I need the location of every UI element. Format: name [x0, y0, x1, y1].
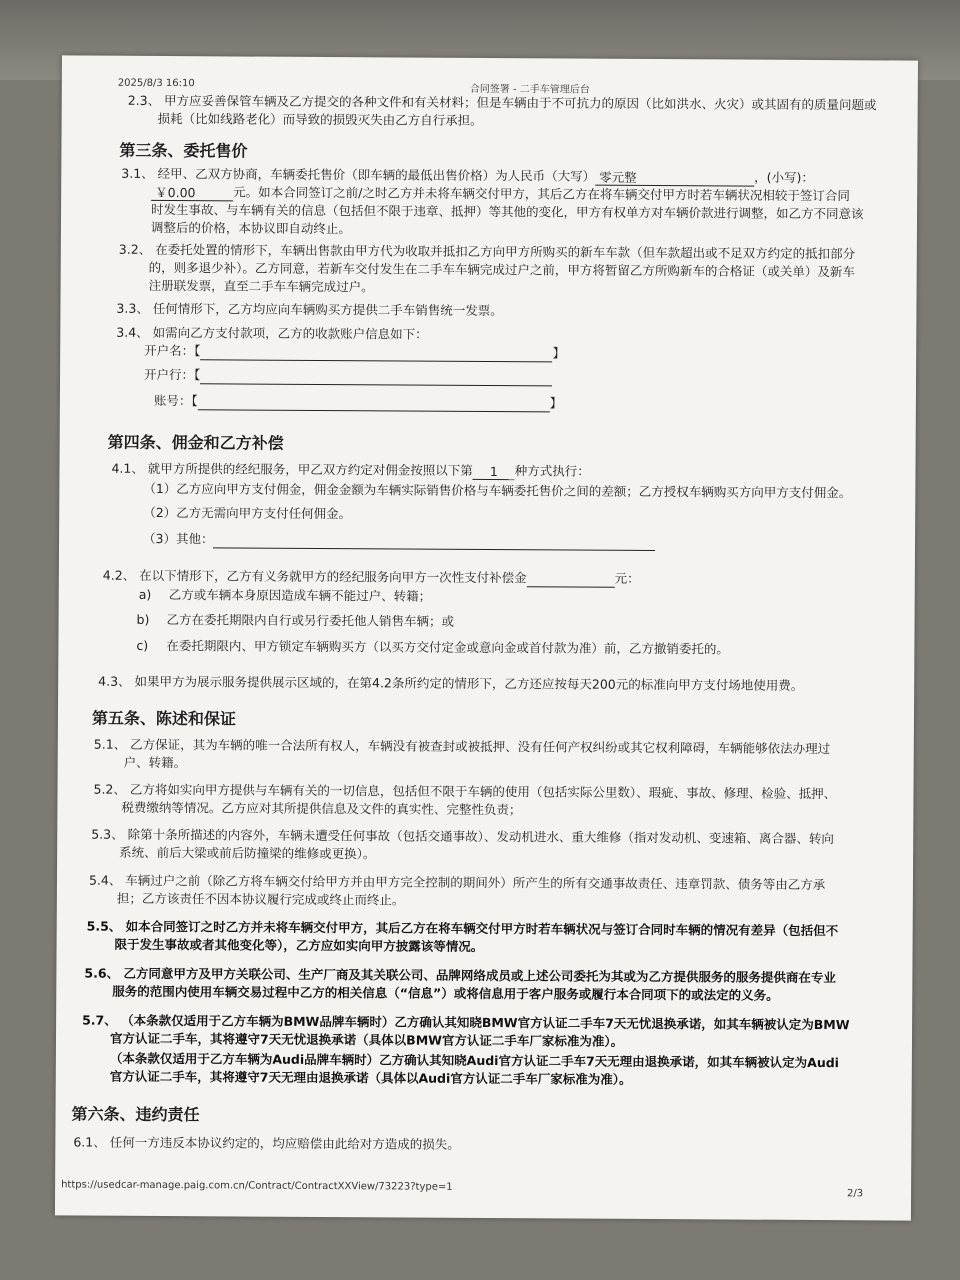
clause-5-2-line2: 税费缴纳等情况。乙方应对其所提供信息及文件的真实性、完整性负责；: [121, 799, 522, 818]
clause-5-1-line1: 5.1、 乙方保证，其为车辆的唯一合法所有权人，车辆没有被查封或被抵押、没有任何产权纠纷或其它权利障碍，车辆能够依法办理过: [93, 736, 831, 757]
bank-name-field: [200, 368, 552, 386]
option-1: （1）乙方应向甲方支付佣金，佣金金额为车辆实际销售价格与车辆委托售价之间的差额；乙方授权车辆购买方向甲方支付佣金。: [143, 480, 852, 501]
article-3-heading: 第三条、委托售价: [119, 140, 248, 161]
option-2: （2）乙方无需向甲方支付任何佣金。: [143, 504, 352, 522]
clause-5-5-line2: 限于发生事故或者其他变化等），乙方应如实向甲方披露该等情况。: [114, 936, 484, 954]
option-3-other-field: [213, 532, 655, 551]
clause-3-1-text: 3.1、 经甲、乙双方协商，车辆委托售价（即车辆的最低出售价格）为人民币（大写）: [121, 165, 596, 184]
clause-4-2-b-label: b): [136, 611, 150, 627]
clause-4-3: 4.3、 如果甲方为展示服务提供展示区域的，在第4.2条所约定的情形下，乙方还应按每天200元的标准向甲方支付场地使用费。: [98, 673, 804, 693]
account-number-label: 账号：【: [153, 392, 198, 409]
clause-4-2-text: 4.2、 在以下情形下，乙方有义务就甲方的经纪服务向甲方一次性支付补偿金: [102, 567, 527, 586]
clause-4-2-a-label: a): [138, 586, 152, 602]
clause-3-1-line4: 调整后的价格，本协议即自动终止。: [150, 219, 352, 237]
clause-3-2-line2: 的，则多退少补）。乙方同意，若新车交付发生在二手车车辆完成过户之前，甲方将暂留乙方所购新车的合格证（或关单）及新车: [148, 259, 856, 280]
clause-5-3-line1: 5.3、 除第十条所描述的内容外，车辆未遭受任何事故（包括交通事故）、发动机进水、重大维修（指对发动机、变速箱、离合器、转向: [91, 826, 834, 847]
clause-5-4-line2: 担；乙方该责任不因本协议履行完成或终止而终止。: [116, 890, 405, 908]
clause-3-2-line1: 3.2、 在委托处置的情形下，车辆出售款由甲方代为收取并抵扣乙方向甲方所购买的新车车款（但车款超出或不足双方约定的抵扣部分: [118, 241, 856, 262]
clause-5-6-line1: 5.6、 乙方同意甲方及甲方关联公司、生产厂商及其关联公司、品牌网络成员或上述公司委托为其或为乙方提供服务的服务提供商在专业: [84, 965, 836, 986]
clause-5-7-line1: 5.7、 （本条款仅适用于乙方车辆为BMW品牌车辆时）乙方确认其知晓BMW官方认证二手车7天无忧退换承诺，如其车辆被认定为BMW: [82, 1012, 850, 1033]
bracket-close: 】: [549, 395, 563, 411]
clause-4-2-line1: [103, 567, 640, 588]
clause-4-2-c: 在委托期限内、甲方锁定车辆购买方（以买方交付定金或意向金或首付款为准）前，乙方撤销委托的。: [166, 638, 729, 657]
clause-4-1-line1: [111, 460, 589, 481]
compensation-amount-field: [527, 571, 615, 588]
page-number: 2/3: [847, 1188, 864, 1200]
clause-4-2-a: 乙方或车辆本身原因造成车辆不能过户、转籍；: [168, 587, 432, 604]
print-datetime: 2025/8/3 16:10: [117, 77, 195, 90]
clause-3-3: 3.3、 任何情形下，乙方均应向车辆购买方提供二手车销售统一发票。: [116, 300, 503, 319]
clause-5-6-line2: 服务的范围内使用车辆交易过程中乙方的相关信息（“信息”）或将信息用于客户服务或履行本合同项下的或法定的义务。: [112, 983, 779, 1003]
account-name-label: 开户名：【: [144, 342, 201, 359]
clause-4-2-b: 乙方在委托期限内自行或另行委托他人销售车辆；或: [166, 612, 455, 629]
clause-5-7-line3: （本条款仅适用于乙方车辆为Audi品牌车辆时）乙方确认其知晓Audi官方认证二手车7天无理由退换承诺，如其车辆被认定为Audi: [109, 1050, 840, 1071]
clause-6-1: 6.1、 任何一方违反本协议约定的，均应赔偿由此给对方造成的损失。: [73, 1134, 460, 1152]
option-3: [143, 530, 656, 551]
clause-3-1-line3: 时发生事故、与车辆有关的信息（包括但不限于违章、抵押）等其他的变化，甲方有权单方对车辆价款进行调整，如乙方不同意该: [151, 201, 864, 222]
amount-lowercase-field: ￥0.00: [151, 185, 233, 202]
clause-3-1-text-2: 元。如本合同签订之前/之时乙方并未将车辆交付甲方，其后乙方在将车辆交付甲方时若车辆状况相较于签订合同: [233, 184, 850, 204]
clause-3-2-line3: 注册联发票，直至二手车车辆完成过户。: [148, 277, 374, 295]
article-4-heading: 第四条、佣金和乙方补偿: [107, 432, 284, 453]
bracket-close: 】: [552, 345, 566, 361]
clause-5-2-line1: 5.2、 乙方将如实向甲方提供与车辆有关的一切信息，包括但不限于车辆的使用（包括实际公里数）、瑕疵、事故、修理、检验、抵押、: [93, 781, 837, 802]
clause-5-1-line2: 户、转籍。: [123, 754, 187, 771]
commission-method-field: 1: [473, 464, 515, 480]
account-number-field: [198, 394, 550, 412]
option-3-label: （3）其他：: [143, 530, 214, 547]
clause-5-7-line4: 官方认证二手车，其将遵守7天无理由退换承诺（具体以Audi官方认证二手车厂家标准为准）。: [109, 1068, 632, 1087]
clause-5-3-line2: 系统、前后大梁或前后防撞梁的维修或更换）。: [119, 844, 376, 862]
clause-5-5-line1: 5.5、 如本合同签订之时乙方并未将车辆交付甲方，其后乙方在将车辆交付甲方时若车辆状况与签订合同时车辆的情况有差异（包括但不: [86, 918, 839, 939]
bank-name-label: 开户行：【: [144, 366, 201, 383]
article-6-heading: 第六条、违约责任: [71, 1104, 200, 1125]
clause-3-1-lower-label: ，(小写)：: [754, 169, 814, 185]
account-name-field: [200, 344, 552, 362]
article-5-heading: 第五条、陈述和保证: [91, 708, 237, 729]
account-number-row: [154, 392, 562, 412]
account-name-row: [144, 342, 565, 363]
clause-2-3-line1: 2.3、 甲方应妥善保管车辆及乙方提交的各种文件和有关材料；但是车辆由于不可抗力的原因（比如洪水、火灾）或其固有的质量问题或: [127, 92, 877, 113]
print-url: https://usedcar-manage.paig.com.cn/Contract/ContractXXView/73223?type=1: [61, 1179, 453, 1193]
amount-uppercase-field: 零元整: [595, 170, 754, 187]
clause-2-3-line2: 损耗（比如线路老化）而导致的损毁灭失由乙方自行承担。: [157, 110, 483, 128]
clause-3-4-line1: 3.4、 如需向乙方支付款项，乙方的收款账户信息如下：: [116, 324, 428, 342]
clause-4-1-text-2: 种方式执行：: [514, 463, 590, 479]
clause-5-4-line1: 5.4、 车辆过户之前（除乙方将车辆交付给甲方并由甲方完全控制的期间外）所产生的所有交通事故责任、违章罚款、债务等由乙方承: [88, 872, 826, 893]
print-page-title: 合同签署 - 二手车管理后台: [469, 83, 590, 96]
clause-5-7-line2: 官方认证二手车，其将遵守7天无忧退换承诺（具体以BMW官方认证二手车厂家标准为准）。: [109, 1030, 624, 1049]
clause-4-2-c-label: c): [136, 637, 149, 653]
contract-page: [55, 55, 918, 1220]
clause-4-2-text-2: 元：: [614, 570, 640, 586]
bank-name-row: [144, 366, 552, 386]
clause-4-1-text: 4.1、 就甲方所提供的经纪服务，甲乙双方约定对佣金按照以下第: [111, 460, 473, 478]
